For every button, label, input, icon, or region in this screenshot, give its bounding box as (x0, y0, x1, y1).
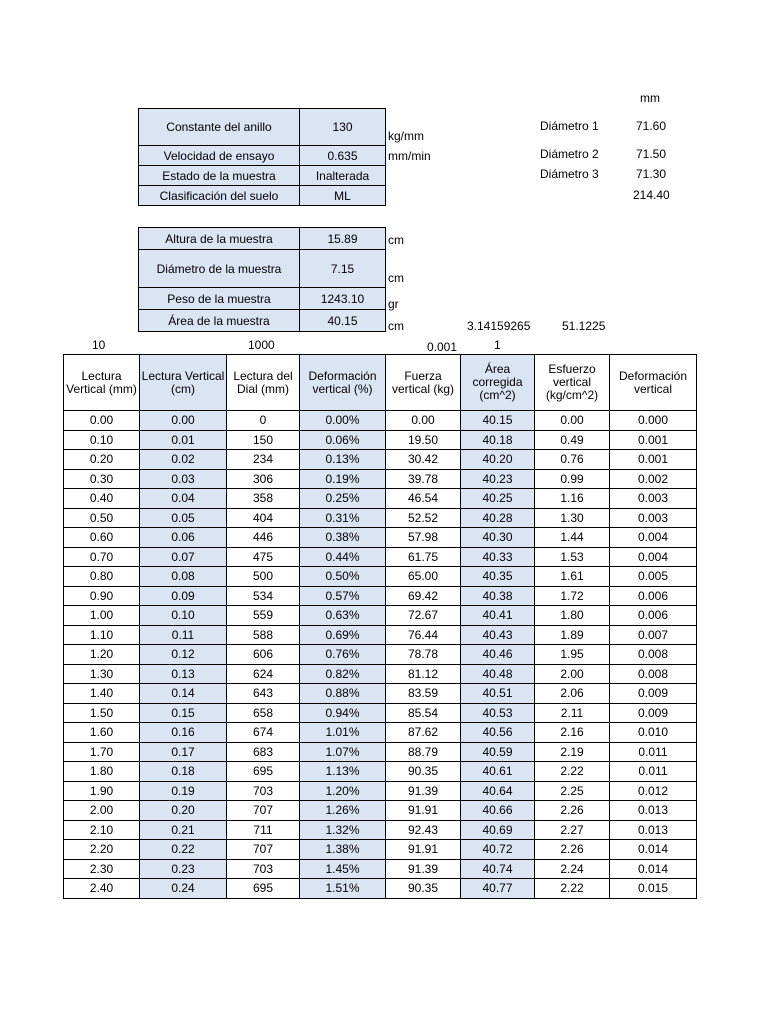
table-cell: 0.007 (610, 625, 697, 645)
table-cell: 0.00 (64, 411, 140, 431)
table-cell: 40.43 (461, 625, 535, 645)
param-unit: kg/mm (388, 129, 424, 143)
table-cell: 0.12 (140, 645, 227, 665)
table-cell: 40.72 (461, 840, 535, 860)
column-header: Lectura Vertical (mm) (64, 355, 140, 411)
table-cell: 61.75 (386, 547, 461, 567)
table-cell: 90.35 (386, 762, 461, 782)
diameter-3-label: Diámetro 3 (540, 167, 599, 181)
table-cell: 0.012 (610, 781, 697, 801)
table-cell: 1.13% (300, 762, 386, 782)
table-cell: 0.44% (300, 547, 386, 567)
table-cell: 91.39 (386, 781, 461, 801)
table-cell: 0.01 (140, 430, 227, 450)
table-cell: 0.05 (140, 508, 227, 528)
table-cell: 40.56 (461, 723, 535, 743)
table-cell: 40.20 (461, 450, 535, 470)
table-cell: 69.42 (386, 586, 461, 606)
table-cell: 0.013 (610, 801, 697, 821)
param-label: Clasificación del suelo (139, 186, 300, 206)
table-row (64, 781, 697, 801)
table-cell: 0.000 (610, 411, 697, 431)
table-cell: 0.002 (610, 469, 697, 489)
table-cell: 0.14 (140, 684, 227, 704)
table-cell: 0.06 (140, 528, 227, 548)
table-cell: 0.80 (64, 567, 140, 587)
table-cell: 707 (227, 801, 300, 821)
table-cell: 0.009 (610, 684, 697, 704)
table-cell: 0.60 (64, 528, 140, 548)
table-cell: 0.08 (140, 567, 227, 587)
diameter-2-label: Diámetro 2 (540, 147, 599, 161)
table-cell: 0.13 (140, 664, 227, 684)
table-cell: 1.90 (64, 781, 140, 801)
table-cell: 0.04 (140, 489, 227, 509)
table-cell: 1.60 (64, 723, 140, 743)
table-cell: 1.26% (300, 801, 386, 821)
table-row (64, 450, 697, 470)
table-cell: 1.07% (300, 742, 386, 762)
param-unit: cm (388, 233, 404, 247)
table-cell: 0.06% (300, 430, 386, 450)
table-cell: 40.53 (461, 703, 535, 723)
table-cell: 0.001 (610, 430, 697, 450)
table-cell: 1.20% (300, 781, 386, 801)
table-cell: 87.62 (386, 723, 461, 743)
table-cell: 78.78 (386, 645, 461, 665)
table-row (64, 625, 697, 645)
column-header: Fuerza vertical (kg) (386, 355, 461, 411)
table-cell: 0.015 (610, 879, 697, 899)
param-label: Velocidad de ensayo (139, 146, 300, 166)
param-label: Altura de la muestra (139, 228, 300, 250)
table-cell: 40.77 (461, 879, 535, 899)
table-row (64, 703, 697, 723)
diameter-1-value: 71.60 (636, 119, 667, 133)
table-row (64, 430, 697, 450)
table-row (64, 547, 697, 567)
table-cell: 0.003 (610, 508, 697, 528)
table-row (64, 801, 697, 821)
table-cell: 683 (227, 742, 300, 762)
table-cell: 711 (227, 820, 300, 840)
param-value: 40.15 (300, 310, 386, 332)
table-cell: 500 (227, 567, 300, 587)
table-cell: 1.44 (535, 528, 610, 548)
param-unit: mm/min (388, 149, 431, 163)
param-value: 7.15 (300, 250, 386, 288)
table-cell: 0.014 (610, 840, 697, 860)
table-cell: 358 (227, 489, 300, 509)
table-cell: 40.64 (461, 781, 535, 801)
table-cell: 40.48 (461, 664, 535, 684)
table-cell: 703 (227, 859, 300, 879)
table-cell: 85.54 (386, 703, 461, 723)
table-row (64, 859, 697, 879)
column-header: Área corregida (cm^2) (461, 355, 535, 411)
table-cell: 0.94% (300, 703, 386, 723)
table-row (64, 645, 697, 665)
table-cell: 2.27 (535, 820, 610, 840)
column-header: Lectura Vertical (cm) (140, 355, 227, 411)
table-cell: 0.49 (535, 430, 610, 450)
table-cell: 40.74 (461, 859, 535, 879)
table-cell: 0.010 (610, 723, 697, 743)
table-cell: 2.26 (535, 801, 610, 821)
table-cell: 0.09 (140, 586, 227, 606)
table-row (64, 723, 697, 743)
table-cell: 40.59 (461, 742, 535, 762)
table-cell: 0.00 (386, 411, 461, 431)
table-cell: 404 (227, 508, 300, 528)
table-cell: 446 (227, 528, 300, 548)
table-cell: 2.25 (535, 781, 610, 801)
table-cell: 0.22 (140, 840, 227, 860)
table-cell: 0.03 (140, 469, 227, 489)
param-label: Estado de la muestra (139, 166, 300, 186)
table-row (64, 820, 697, 840)
table-cell: 643 (227, 684, 300, 704)
table-cell: 1.10 (64, 625, 140, 645)
table-cell: 0.70 (64, 547, 140, 567)
param-unit: gr (388, 297, 399, 311)
table-cell: 0.004 (610, 528, 697, 548)
table-cell: 88.79 (386, 742, 461, 762)
table-cell: 674 (227, 723, 300, 743)
column-header: Deformación vertical (%) (300, 355, 386, 411)
table-cell: 0.00 (140, 411, 227, 431)
table-cell: 40.33 (461, 547, 535, 567)
table-cell: 52.52 (386, 508, 461, 528)
table-cell: 0.19% (300, 469, 386, 489)
factor-1: 1 (494, 338, 501, 352)
table-cell: 1.32% (300, 820, 386, 840)
table-cell: 624 (227, 664, 300, 684)
table-cell: 92.43 (386, 820, 461, 840)
table-cell: 40.18 (461, 430, 535, 450)
table-cell: 0.006 (610, 586, 697, 606)
table-cell: 0.15 (140, 703, 227, 723)
table-cell: 0.88% (300, 684, 386, 704)
sample-parameters-table (138, 227, 386, 332)
table-row (64, 567, 697, 587)
table-cell: 90.35 (386, 879, 461, 899)
table-cell: 1.80 (535, 606, 610, 626)
table-cell: 0.17 (140, 742, 227, 762)
table-cell: 40.38 (461, 586, 535, 606)
table-cell: 0.23 (140, 859, 227, 879)
table-cell: 40.25 (461, 489, 535, 509)
table-cell: 0.99 (535, 469, 610, 489)
table-row (64, 840, 697, 860)
table-cell: 83.59 (386, 684, 461, 704)
table-cell: 0.11 (140, 625, 227, 645)
table-cell: 0.30 (64, 469, 140, 489)
param-value: 1243.10 (300, 288, 386, 310)
table-cell: 0.006 (610, 606, 697, 626)
table-cell: 475 (227, 547, 300, 567)
table-cell: 91.91 (386, 840, 461, 860)
table-cell: 40.23 (461, 469, 535, 489)
table-cell: 2.40 (64, 879, 140, 899)
table-cell: 2.26 (535, 840, 610, 860)
table-cell: 0.31% (300, 508, 386, 528)
table-cell: 0.008 (610, 645, 697, 665)
table-cell: 0.005 (610, 567, 697, 587)
table-cell: 2.00 (64, 801, 140, 821)
table-cell: 40.28 (461, 508, 535, 528)
param-value: 0.635 (300, 146, 386, 166)
table-cell: 695 (227, 879, 300, 899)
column-header: Deformación vertical (610, 355, 697, 411)
table-cell: 707 (227, 840, 300, 860)
factor-10: 10 (92, 338, 106, 352)
table-cell: 2.16 (535, 723, 610, 743)
table-cell: 0.76 (535, 450, 610, 470)
compression-test-table (63, 354, 697, 899)
table-cell: 0.001 (610, 450, 697, 470)
table-header-row (64, 355, 697, 411)
table-cell: 0.008 (610, 664, 697, 684)
table-cell: 40.30 (461, 528, 535, 548)
table-cell: 2.06 (535, 684, 610, 704)
table-cell: 0.013 (610, 820, 697, 840)
table-cell: 0.63% (300, 606, 386, 626)
table-cell: 534 (227, 586, 300, 606)
table-row (64, 606, 697, 626)
table-cell: 2.22 (535, 762, 610, 782)
table-cell: 0.07 (140, 547, 227, 567)
param-label: Peso de la muestra (139, 288, 300, 310)
table-cell: 1.70 (64, 742, 140, 762)
table-cell: 0.009 (610, 703, 697, 723)
table-cell: 76.44 (386, 625, 461, 645)
table-cell: 2.10 (64, 820, 140, 840)
table-cell: 19.50 (386, 430, 461, 450)
table-cell: 0.10 (64, 430, 140, 450)
diameter-sum: 214.40 (633, 188, 670, 202)
table-cell: 0.02 (140, 450, 227, 470)
table-cell: 40.15 (461, 411, 535, 431)
factor-0001: 0.001 (427, 340, 458, 354)
table-cell: 0.011 (610, 762, 697, 782)
table-cell: 0.014 (610, 859, 697, 879)
table-cell: 703 (227, 781, 300, 801)
table-cell: 0.18 (140, 762, 227, 782)
table-cell: 57.98 (386, 528, 461, 548)
table-row (64, 742, 697, 762)
table-cell: 234 (227, 450, 300, 470)
table-cell: 0 (227, 411, 300, 431)
table-cell: 588 (227, 625, 300, 645)
table-cell: 1.20 (64, 645, 140, 665)
table-cell: 40.66 (461, 801, 535, 821)
table-cell: 0.69% (300, 625, 386, 645)
table-row (64, 684, 697, 704)
table-cell: 1.01% (300, 723, 386, 743)
table-cell: 658 (227, 703, 300, 723)
column-header: Lectura del Dial (mm) (227, 355, 300, 411)
table-row (64, 879, 697, 899)
table-row (64, 762, 697, 782)
table-cell: 40.51 (461, 684, 535, 704)
table-cell: 91.39 (386, 859, 461, 879)
table-cell: 0.82% (300, 664, 386, 684)
param-label: Constante del anillo (139, 109, 300, 146)
table-row (64, 664, 697, 684)
param-unit: cm (388, 271, 404, 285)
table-row (64, 508, 697, 528)
table-cell: 1.61 (535, 567, 610, 587)
diameter-3-value: 71.30 (636, 167, 667, 181)
param-value: Inalterada (300, 166, 386, 186)
table-row (64, 489, 697, 509)
table-cell: 40.69 (461, 820, 535, 840)
factor-1000: 1000 (248, 338, 275, 352)
table-cell: 0.16 (140, 723, 227, 743)
table-cell: 1.30 (535, 508, 610, 528)
table-cell: 0.24 (140, 879, 227, 899)
table-cell: 0.76% (300, 645, 386, 665)
table-cell: 1.38% (300, 840, 386, 860)
table-cell: 2.19 (535, 742, 610, 762)
param-value: 15.89 (300, 228, 386, 250)
table-cell: 0.40 (64, 489, 140, 509)
table-cell: 2.20 (64, 840, 140, 860)
table-row (64, 469, 697, 489)
table-cell: 1.95 (535, 645, 610, 665)
table-cell: 0.50 (64, 508, 140, 528)
table-cell: 0.00 (535, 411, 610, 431)
table-cell: 1.72 (535, 586, 610, 606)
table-cell: 40.41 (461, 606, 535, 626)
table-cell: 306 (227, 469, 300, 489)
param-unit: cm (388, 319, 404, 333)
test-parameters-table (138, 108, 386, 206)
table-cell: 0.20 (64, 450, 140, 470)
table-cell: 46.54 (386, 489, 461, 509)
table-cell: 1.89 (535, 625, 610, 645)
table-cell: 606 (227, 645, 300, 665)
table-cell: 1.50 (64, 703, 140, 723)
table-cell: 0.57% (300, 586, 386, 606)
table-cell: 0.004 (610, 547, 697, 567)
mm-unit-label: mm (640, 91, 660, 105)
table-cell: 1.51% (300, 879, 386, 899)
table-cell: 1.00 (64, 606, 140, 626)
table-cell: 1.80 (64, 762, 140, 782)
table-cell: 40.61 (461, 762, 535, 782)
table-cell: 0.10 (140, 606, 227, 626)
param-value: 130 (300, 109, 386, 146)
table-cell: 150 (227, 430, 300, 450)
table-cell: 1.45% (300, 859, 386, 879)
table-row (64, 411, 697, 431)
table-cell: 1.53 (535, 547, 610, 567)
table-cell: 81.12 (386, 664, 461, 684)
table-cell: 40.35 (461, 567, 535, 587)
table-row (64, 586, 697, 606)
table-cell: 0.38% (300, 528, 386, 548)
table-cell: 1.16 (535, 489, 610, 509)
table-cell: 695 (227, 762, 300, 782)
table-cell: 2.30 (64, 859, 140, 879)
table-cell: 0.011 (610, 742, 697, 762)
table-cell: 0.00% (300, 411, 386, 431)
table-cell: 0.25% (300, 489, 386, 509)
table-cell: 0.20 (140, 801, 227, 821)
table-cell: 39.78 (386, 469, 461, 489)
table-cell: 0.50% (300, 567, 386, 587)
pi-value: 3.14159265 (467, 319, 531, 333)
table-cell: 0.90 (64, 586, 140, 606)
table-cell: 0.003 (610, 489, 697, 509)
table-row (64, 528, 697, 548)
radius-squared-value: 51.1225 (562, 319, 606, 333)
table-cell: 1.40 (64, 684, 140, 704)
diameter-1-label: Diámetro 1 (540, 119, 599, 133)
table-cell: 0.13% (300, 450, 386, 470)
table-cell: 559 (227, 606, 300, 626)
table-cell: 40.46 (461, 645, 535, 665)
table-cell: 65.00 (386, 567, 461, 587)
table-cell: 1.30 (64, 664, 140, 684)
table-cell: 0.21 (140, 820, 227, 840)
table-cell: 2.11 (535, 703, 610, 723)
table-cell: 30.42 (386, 450, 461, 470)
table-cell: 2.24 (535, 859, 610, 879)
param-label: Diámetro de la muestra (139, 250, 300, 288)
column-header: Esfuerzo vertical (kg/cm^2) (535, 355, 610, 411)
table-cell: 72.67 (386, 606, 461, 626)
table-cell: 91.91 (386, 801, 461, 821)
diameter-2-value: 71.50 (636, 147, 667, 161)
table-cell: 2.00 (535, 664, 610, 684)
param-label: Área de la muestra (139, 310, 300, 332)
table-cell: 2.22 (535, 879, 610, 899)
table-cell: 0.19 (140, 781, 227, 801)
param-value: ML (300, 186, 386, 206)
